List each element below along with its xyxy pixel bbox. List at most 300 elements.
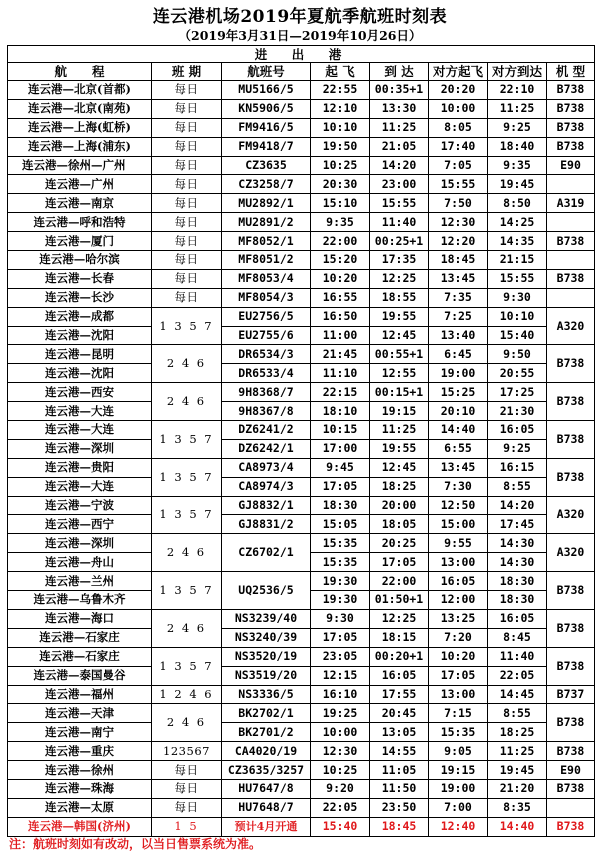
return-arrival-cell: 16:05 bbox=[488, 609, 547, 628]
table-row bbox=[8, 364, 595, 383]
departure-time-cell: 19:25 bbox=[311, 704, 370, 723]
return-arrival-cell: 14:45 bbox=[488, 685, 547, 704]
route-cell: 连云港—海口 bbox=[8, 609, 152, 628]
days-cell: 1 3 5 7 bbox=[152, 458, 222, 496]
departure-time-cell: 12:15 bbox=[311, 666, 370, 685]
route-cell: 连云港—福州 bbox=[8, 685, 152, 704]
return-arrival-cell: 18:30 bbox=[488, 591, 547, 610]
route-cell: 连云港—西宁 bbox=[8, 515, 152, 534]
arrival-time-cell: 12:25 bbox=[370, 609, 429, 628]
departure-time-cell: 15:35 bbox=[311, 553, 370, 572]
departure-time-cell: 16:55 bbox=[311, 288, 370, 307]
return-departure-cell: 10:00 bbox=[429, 99, 488, 118]
aircraft-cell: B738 bbox=[547, 572, 595, 610]
return-departure-cell: 7:15 bbox=[429, 704, 488, 723]
flight-number-cell: FM9416/5 bbox=[222, 118, 311, 137]
return-arrival-cell: 8:55 bbox=[488, 704, 547, 723]
table-row bbox=[8, 628, 595, 647]
aircraft-cell: B738 bbox=[547, 647, 595, 685]
table-row bbox=[8, 817, 595, 836]
aircraft-cell: A319 bbox=[547, 194, 595, 213]
route-cell: 连云港—长沙 bbox=[8, 288, 152, 307]
return-departure-cell: 12:30 bbox=[429, 213, 488, 232]
return-departure-cell: 7:35 bbox=[429, 288, 488, 307]
aircraft-cell: B738 bbox=[547, 269, 595, 288]
return-arrival-cell: 9:30 bbox=[488, 288, 547, 307]
return-arrival-cell: 9:35 bbox=[488, 156, 547, 175]
departure-time-cell: 21:45 bbox=[311, 345, 370, 364]
flight-number-cell: MU2891/2 bbox=[222, 213, 311, 232]
header-days: 班 期 bbox=[152, 63, 222, 81]
return-arrival-cell: 21:30 bbox=[488, 402, 547, 421]
return-arrival-cell: 18:40 bbox=[488, 137, 547, 156]
table-row bbox=[8, 647, 595, 666]
aircraft-cell: E90 bbox=[547, 156, 595, 175]
return-departure-cell: 6:45 bbox=[429, 345, 488, 364]
aircraft-cell: B738 bbox=[547, 137, 595, 156]
days-cell: 2 4 6 bbox=[152, 534, 222, 572]
header-flight: 航班号 bbox=[222, 63, 311, 81]
route-cell: 连云港—广州 bbox=[8, 175, 152, 194]
flight-number-cell: NS3240/39 bbox=[222, 628, 311, 647]
return-arrival-cell: 8:35 bbox=[488, 798, 547, 817]
table-row bbox=[8, 175, 595, 194]
route-cell: 连云港—成都 bbox=[8, 307, 152, 326]
route-cell: 连云港—北京(南苑) bbox=[8, 99, 152, 118]
aircraft-cell: B738 bbox=[547, 421, 595, 459]
flight-number-cell: BK2701/2 bbox=[222, 723, 311, 742]
header-route: 航 程 bbox=[8, 63, 152, 81]
route-cell: 连云港—韩国(济州) bbox=[8, 817, 152, 836]
arrival-time-cell: 19:15 bbox=[370, 402, 429, 421]
departure-time-cell: 15:05 bbox=[311, 515, 370, 534]
arrival-time-cell: 00:55+1 bbox=[370, 345, 429, 364]
route-cell: 连云港—厦门 bbox=[8, 232, 152, 251]
table-row bbox=[8, 534, 595, 553]
return-arrival-cell: 19:45 bbox=[488, 761, 547, 780]
arrival-time-cell: 11:50 bbox=[370, 779, 429, 798]
days-cell: 2 4 6 bbox=[152, 609, 222, 647]
return-departure-cell: 13:40 bbox=[429, 326, 488, 345]
table-row bbox=[8, 81, 595, 100]
return-arrival-cell: 10:10 bbox=[488, 307, 547, 326]
arrival-time-cell: 17:05 bbox=[370, 553, 429, 572]
table-row bbox=[8, 269, 595, 288]
return-arrival-cell: 16:15 bbox=[488, 458, 547, 477]
table-row bbox=[8, 779, 595, 798]
arrival-time-cell: 00:25+1 bbox=[370, 232, 429, 251]
table-row bbox=[8, 666, 595, 685]
flight-number-cell: CA4020/19 bbox=[222, 742, 311, 761]
return-arrival-cell: 17:45 bbox=[488, 515, 547, 534]
aircraft-cell bbox=[547, 213, 595, 232]
days-cell: 每日 bbox=[152, 81, 222, 100]
arrival-time-cell: 17:35 bbox=[370, 251, 429, 270]
departure-time-cell: 9:35 bbox=[311, 213, 370, 232]
flight-schedule-table bbox=[7, 45, 595, 837]
table-row bbox=[8, 118, 595, 137]
aircraft-cell: A320 bbox=[547, 534, 595, 572]
arrival-time-cell: 18:55 bbox=[370, 288, 429, 307]
flight-number-cell: MU2892/1 bbox=[222, 194, 311, 213]
route-cell: 连云港—北京(首都) bbox=[8, 81, 152, 100]
return-departure-cell: 8:05 bbox=[429, 118, 488, 137]
arrival-time-cell: 22:00 bbox=[370, 572, 429, 591]
table-row bbox=[8, 251, 595, 270]
route-cell: 连云港—徐州—广州 bbox=[8, 156, 152, 175]
days-cell: 每日 bbox=[152, 156, 222, 175]
table-row bbox=[8, 496, 595, 515]
days-cell: 1 3 5 7 bbox=[152, 421, 222, 459]
table-row bbox=[8, 99, 595, 118]
return-arrival-cell: 22:05 bbox=[488, 666, 547, 685]
flight-number-cell: NS3336/5 bbox=[222, 685, 311, 704]
arrival-time-cell: 23:00 bbox=[370, 175, 429, 194]
flight-number-cell: DZ6242/1 bbox=[222, 439, 311, 458]
route-cell: 连云港—兰州 bbox=[8, 572, 152, 591]
table-row bbox=[8, 742, 595, 761]
flight-number-cell: MF8051/2 bbox=[222, 251, 311, 270]
arrival-time-cell: 11:05 bbox=[370, 761, 429, 780]
return-departure-cell: 15:55 bbox=[429, 175, 488, 194]
departure-time-cell: 11:00 bbox=[311, 326, 370, 345]
arrival-time-cell: 18:15 bbox=[370, 628, 429, 647]
flight-number-cell: 9H8368/7 bbox=[222, 383, 311, 402]
return-arrival-cell: 22:10 bbox=[488, 81, 547, 100]
departure-time-cell: 17:05 bbox=[311, 628, 370, 647]
return-departure-cell: 18:45 bbox=[429, 251, 488, 270]
departure-time-cell: 10:20 bbox=[311, 269, 370, 288]
return-departure-cell: 13:00 bbox=[429, 685, 488, 704]
flight-number-cell: MF8052/1 bbox=[222, 232, 311, 251]
flight-number-cell: EU2756/5 bbox=[222, 307, 311, 326]
table-row bbox=[8, 798, 595, 817]
days-cell: 每日 bbox=[152, 99, 222, 118]
header-row bbox=[8, 63, 595, 81]
return-departure-cell: 14:40 bbox=[429, 421, 488, 440]
flight-number-cell: CZ3635/3257 bbox=[222, 761, 311, 780]
return-arrival-cell: 14:40 bbox=[488, 817, 547, 836]
arrival-time-cell: 11:25 bbox=[370, 421, 429, 440]
flight-number-cell: HU7648/7 bbox=[222, 798, 311, 817]
table-row bbox=[8, 685, 595, 704]
arrival-time-cell: 18:45 bbox=[370, 817, 429, 836]
table-row bbox=[8, 439, 595, 458]
return-departure-cell: 15:35 bbox=[429, 723, 488, 742]
table-row bbox=[8, 477, 595, 496]
days-cell: 1 2 4 6 bbox=[152, 685, 222, 704]
aircraft-cell: B738 bbox=[547, 232, 595, 251]
return-departure-cell: 20:20 bbox=[429, 81, 488, 100]
header-return-arrival: 对方到达 bbox=[488, 63, 547, 81]
aircraft-cell: B738 bbox=[547, 118, 595, 137]
return-arrival-cell: 8:50 bbox=[488, 194, 547, 213]
return-arrival-cell: 14:35 bbox=[488, 232, 547, 251]
return-departure-cell: 19:00 bbox=[429, 779, 488, 798]
arrival-time-cell: 16:05 bbox=[370, 666, 429, 685]
return-departure-cell: 13:00 bbox=[429, 553, 488, 572]
arrival-time-cell: 21:05 bbox=[370, 137, 429, 156]
return-departure-cell: 19:15 bbox=[429, 761, 488, 780]
arrival-time-cell: 00:20+1 bbox=[370, 647, 429, 666]
table-row bbox=[8, 609, 595, 628]
flight-number-cell: GJ8831/2 bbox=[222, 515, 311, 534]
return-arrival-cell: 9:50 bbox=[488, 345, 547, 364]
departure-time-cell: 11:10 bbox=[311, 364, 370, 383]
departure-time-cell: 10:00 bbox=[311, 723, 370, 742]
days-cell: 1 3 5 7 bbox=[152, 647, 222, 685]
flight-number-cell: FM9418/7 bbox=[222, 137, 311, 156]
flight-number-cell: CA8973/4 bbox=[222, 458, 311, 477]
return-departure-cell: 19:00 bbox=[429, 364, 488, 383]
table-row bbox=[8, 421, 595, 440]
arrival-time-cell: 11:25 bbox=[370, 118, 429, 137]
return-departure-cell: 9:55 bbox=[429, 534, 488, 553]
route-cell: 连云港—贵阳 bbox=[8, 458, 152, 477]
return-departure-cell: 7:50 bbox=[429, 194, 488, 213]
flight-number-cell: 9H8367/8 bbox=[222, 402, 311, 421]
flight-number-cell: CA8974/3 bbox=[222, 477, 311, 496]
departure-time-cell: 10:15 bbox=[311, 421, 370, 440]
flight-number-cell: CZ6702/1 bbox=[222, 534, 311, 572]
days-cell: 2 4 6 bbox=[152, 345, 222, 383]
return-departure-cell: 7:30 bbox=[429, 477, 488, 496]
days-cell: 每日 bbox=[152, 798, 222, 817]
return-departure-cell: 20:10 bbox=[429, 402, 488, 421]
return-arrival-cell: 16:05 bbox=[488, 421, 547, 440]
return-arrival-cell: 21:15 bbox=[488, 251, 547, 270]
table-row bbox=[8, 307, 595, 326]
aircraft-cell bbox=[547, 251, 595, 270]
route-cell: 连云港—大连 bbox=[8, 402, 152, 421]
route-cell: 连云港—哈尔滨 bbox=[8, 251, 152, 270]
arrival-time-cell: 01:50+1 bbox=[370, 591, 429, 610]
departure-time-cell: 23:05 bbox=[311, 647, 370, 666]
return-departure-cell: 10:20 bbox=[429, 647, 488, 666]
days-cell: 123567 bbox=[152, 742, 222, 761]
arrival-time-cell: 19:55 bbox=[370, 439, 429, 458]
departure-time-cell: 15:20 bbox=[311, 251, 370, 270]
route-cell: 连云港—石家庄 bbox=[8, 628, 152, 647]
return-arrival-cell: 14:30 bbox=[488, 553, 547, 572]
header-return-departure: 对方起飞 bbox=[429, 63, 488, 81]
departure-time-cell: 17:00 bbox=[311, 439, 370, 458]
route-cell: 连云港—泰国曼谷 bbox=[8, 666, 152, 685]
route-cell: 连云港—石家庄 bbox=[8, 647, 152, 666]
aircraft-cell: B738 bbox=[547, 817, 595, 836]
route-cell: 连云港—沈阳 bbox=[8, 326, 152, 345]
arrival-time-cell: 15:55 bbox=[370, 194, 429, 213]
arrival-time-cell: 00:15+1 bbox=[370, 383, 429, 402]
return-arrival-cell: 8:55 bbox=[488, 477, 547, 496]
departure-time-cell: 22:55 bbox=[311, 81, 370, 100]
departure-time-cell: 10:25 bbox=[311, 156, 370, 175]
arrival-time-cell: 13:05 bbox=[370, 723, 429, 742]
flight-number-cell: HU7647/8 bbox=[222, 779, 311, 798]
page-subtitle: （2019年3月31日—2019年10月26日） bbox=[178, 28, 422, 43]
flight-number-cell: EU2755/6 bbox=[222, 326, 311, 345]
flight-number-cell: GJ8832/1 bbox=[222, 496, 311, 515]
departure-time-cell: 9:45 bbox=[311, 458, 370, 477]
days-cell: 每日 bbox=[152, 118, 222, 137]
return-arrival-cell: 15:55 bbox=[488, 269, 547, 288]
route-cell: 连云港—大连 bbox=[8, 477, 152, 496]
aircraft-cell: B738 bbox=[547, 345, 595, 383]
arrival-time-cell: 11:40 bbox=[370, 213, 429, 232]
return-arrival-cell: 14:25 bbox=[488, 213, 547, 232]
arrival-time-cell: 12:45 bbox=[370, 326, 429, 345]
route-cell: 连云港—深圳 bbox=[8, 534, 152, 553]
departure-time-cell: 22:05 bbox=[311, 798, 370, 817]
return-departure-cell: 7:05 bbox=[429, 156, 488, 175]
route-cell: 连云港—重庆 bbox=[8, 742, 152, 761]
flight-number-cell: DR6534/3 bbox=[222, 345, 311, 364]
return-departure-cell: 17:05 bbox=[429, 666, 488, 685]
days-cell: 每日 bbox=[152, 194, 222, 213]
return-arrival-cell: 8:45 bbox=[488, 628, 547, 647]
route-cell: 连云港—乌鲁木齐 bbox=[8, 591, 152, 610]
return-arrival-cell: 14:30 bbox=[488, 534, 547, 553]
direction-label: 进 出 港 bbox=[8, 46, 595, 63]
days-cell: 1 3 5 7 bbox=[152, 496, 222, 534]
route-cell: 连云港—深圳 bbox=[8, 439, 152, 458]
days-cell: 每日 bbox=[152, 251, 222, 270]
route-cell: 连云港—珠海 bbox=[8, 779, 152, 798]
aircraft-cell: B738 bbox=[547, 742, 595, 761]
table-row bbox=[8, 572, 595, 591]
days-cell: 每日 bbox=[152, 269, 222, 288]
departure-time-cell: 22:00 bbox=[311, 232, 370, 251]
table-row bbox=[8, 402, 595, 421]
arrival-time-cell: 14:55 bbox=[370, 742, 429, 761]
table-row bbox=[8, 194, 595, 213]
flight-number-cell: MF8054/3 bbox=[222, 288, 311, 307]
route-cell: 连云港—沈阳 bbox=[8, 364, 152, 383]
return-departure-cell: 7:25 bbox=[429, 307, 488, 326]
return-departure-cell: 7:20 bbox=[429, 628, 488, 647]
departure-time-cell: 15:10 bbox=[311, 194, 370, 213]
return-departure-cell: 13:25 bbox=[429, 609, 488, 628]
table-row bbox=[8, 704, 595, 723]
days-cell: 每日 bbox=[152, 779, 222, 798]
header-departure: 起 飞 bbox=[311, 63, 370, 81]
return-arrival-cell: 19:45 bbox=[488, 175, 547, 194]
arrival-time-cell: 14:20 bbox=[370, 156, 429, 175]
arrival-time-cell: 12:45 bbox=[370, 458, 429, 477]
departure-time-cell: 19:30 bbox=[311, 572, 370, 591]
return-departure-cell: 16:05 bbox=[429, 572, 488, 591]
flight-number-cell: NS3519/20 bbox=[222, 666, 311, 685]
flight-number-cell: NS3239/40 bbox=[222, 609, 311, 628]
aircraft-cell bbox=[547, 288, 595, 307]
arrival-time-cell: 20:25 bbox=[370, 534, 429, 553]
return-arrival-cell: 14:20 bbox=[488, 496, 547, 515]
days-cell: 每日 bbox=[152, 761, 222, 780]
aircraft-cell: B738 bbox=[547, 383, 595, 421]
days-cell: 每日 bbox=[152, 175, 222, 194]
table-row bbox=[8, 723, 595, 742]
table-row bbox=[8, 458, 595, 477]
departure-time-cell: 15:40 bbox=[311, 817, 370, 836]
return-arrival-cell: 11:25 bbox=[488, 99, 547, 118]
days-cell: 1 5 bbox=[152, 817, 222, 836]
table-row bbox=[8, 761, 595, 780]
flight-number-cell: MU5166/5 bbox=[222, 81, 311, 100]
route-cell: 连云港—昆明 bbox=[8, 345, 152, 364]
return-arrival-cell: 18:30 bbox=[488, 572, 547, 591]
days-cell: 每日 bbox=[152, 288, 222, 307]
route-cell: 连云港—徐州 bbox=[8, 761, 152, 780]
table-row bbox=[8, 383, 595, 402]
departure-time-cell: 12:30 bbox=[311, 742, 370, 761]
departure-time-cell: 10:25 bbox=[311, 761, 370, 780]
departure-time-cell: 22:15 bbox=[311, 383, 370, 402]
table-row bbox=[8, 213, 595, 232]
departure-time-cell: 16:50 bbox=[311, 307, 370, 326]
flight-number-cell: DZ6241/2 bbox=[222, 421, 311, 440]
return-departure-cell: 17:40 bbox=[429, 137, 488, 156]
aircraft-cell: B738 bbox=[547, 779, 595, 798]
table-row bbox=[8, 345, 595, 364]
return-arrival-cell: 9:25 bbox=[488, 439, 547, 458]
route-cell: 连云港—宁波 bbox=[8, 496, 152, 515]
table-row bbox=[8, 288, 595, 307]
route-cell: 连云港—西安 bbox=[8, 383, 152, 402]
header-aircraft: 机 型 bbox=[547, 63, 595, 81]
page-title: 连云港机场2019年夏航季航班时刻表 bbox=[152, 7, 448, 27]
return-departure-cell: 9:05 bbox=[429, 742, 488, 761]
aircraft-cell: B738 bbox=[547, 81, 595, 100]
departure-time-cell: 19:50 bbox=[311, 137, 370, 156]
departure-time-cell: 18:10 bbox=[311, 402, 370, 421]
return-departure-cell: 6:55 bbox=[429, 439, 488, 458]
departure-time-cell: 20:30 bbox=[311, 175, 370, 194]
route-cell: 连云港—呼和浩特 bbox=[8, 213, 152, 232]
return-arrival-cell: 9:25 bbox=[488, 118, 547, 137]
return-departure-cell: 15:00 bbox=[429, 515, 488, 534]
arrival-time-cell: 12:55 bbox=[370, 364, 429, 383]
arrival-time-cell: 12:25 bbox=[370, 269, 429, 288]
arrival-time-cell: 00:35+1 bbox=[370, 81, 429, 100]
days-cell: 2 4 6 bbox=[152, 704, 222, 742]
days-cell: 1 3 5 7 bbox=[152, 572, 222, 610]
departure-time-cell: 12:10 bbox=[311, 99, 370, 118]
route-cell: 连云港—天津 bbox=[8, 704, 152, 723]
footnote: 注：航班时刻如有改动，以当日售票系统为准。 bbox=[9, 837, 262, 851]
departure-time-cell: 16:10 bbox=[311, 685, 370, 704]
return-departure-cell: 12:20 bbox=[429, 232, 488, 251]
aircraft-cell: B738 bbox=[547, 609, 595, 647]
arrival-time-cell: 18:05 bbox=[370, 515, 429, 534]
days-cell: 1 3 5 7 bbox=[152, 307, 222, 345]
aircraft-cell bbox=[547, 798, 595, 817]
flight-number-cell: BK2702/1 bbox=[222, 704, 311, 723]
return-departure-cell: 12:00 bbox=[429, 591, 488, 610]
return-departure-cell: 13:45 bbox=[429, 269, 488, 288]
departure-time-cell: 15:35 bbox=[311, 534, 370, 553]
aircraft-cell: B737 bbox=[547, 685, 595, 704]
flight-number-cell: DR6533/4 bbox=[222, 364, 311, 383]
return-arrival-cell: 18:25 bbox=[488, 723, 547, 742]
return-arrival-cell: 21:20 bbox=[488, 779, 547, 798]
flight-number-cell: CZ3635 bbox=[222, 156, 311, 175]
flight-number-cell: UQ2536/5 bbox=[222, 572, 311, 610]
table-row bbox=[8, 515, 595, 534]
return-arrival-cell: 11:25 bbox=[488, 742, 547, 761]
flight-number-cell: MF8053/4 bbox=[222, 269, 311, 288]
days-cell: 每日 bbox=[152, 213, 222, 232]
days-cell: 每日 bbox=[152, 232, 222, 251]
